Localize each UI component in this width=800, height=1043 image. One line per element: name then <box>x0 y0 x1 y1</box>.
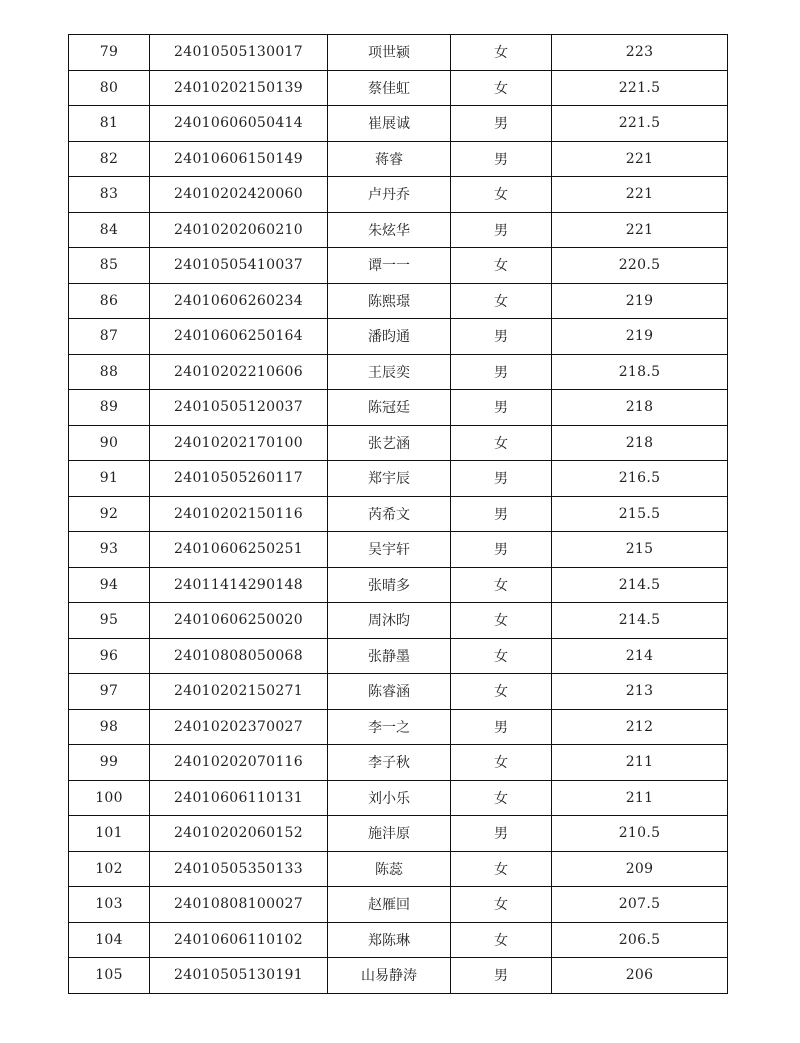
score: 221.5 <box>552 106 728 142</box>
row-number: 91 <box>69 461 150 497</box>
gender: 男 <box>451 141 552 177</box>
gender: 女 <box>451 887 552 923</box>
table-row <box>69 709 728 745</box>
student-name: 张静墨 <box>328 638 451 674</box>
score: 218.5 <box>552 354 728 390</box>
row-number: 99 <box>69 745 150 781</box>
candidate-id: 24010606110102 <box>150 922 328 958</box>
candidate-id: 24010202150271 <box>150 674 328 710</box>
row-number: 98 <box>69 709 150 745</box>
score: 214.5 <box>552 603 728 639</box>
row-number: 89 <box>69 390 150 426</box>
gender: 男 <box>451 958 552 994</box>
score: 211 <box>552 780 728 816</box>
table-row <box>69 461 728 497</box>
table-row <box>69 496 728 532</box>
candidate-id: 24010606250020 <box>150 603 328 639</box>
table-row <box>69 603 728 639</box>
candidate-id: 24010606250164 <box>150 319 328 355</box>
table-row <box>69 567 728 603</box>
candidate-id: 24010505120037 <box>150 390 328 426</box>
score: 210.5 <box>552 816 728 852</box>
student-name: 张艺涵 <box>328 425 451 461</box>
row-number: 80 <box>69 70 150 106</box>
candidate-id: 24010505350133 <box>150 851 328 887</box>
gender: 女 <box>451 922 552 958</box>
table-row <box>69 390 728 426</box>
table-row <box>69 638 728 674</box>
student-name: 施沣原 <box>328 816 451 852</box>
candidate-id: 24010505260117 <box>150 461 328 497</box>
score: 218 <box>552 425 728 461</box>
candidate-id: 24010808100027 <box>150 887 328 923</box>
candidate-id: 24010202060210 <box>150 212 328 248</box>
row-number: 94 <box>69 567 150 603</box>
candidate-id: 24010202060152 <box>150 816 328 852</box>
score: 219 <box>552 283 728 319</box>
gender: 男 <box>451 390 552 426</box>
row-number: 97 <box>69 674 150 710</box>
row-number: 105 <box>69 958 150 994</box>
student-name: 崔展诚 <box>328 106 451 142</box>
table-row <box>69 958 728 994</box>
student-name: 陈蕊 <box>328 851 451 887</box>
gender: 男 <box>451 212 552 248</box>
score: 221.5 <box>552 70 728 106</box>
student-name: 卢丹乔 <box>328 177 451 213</box>
row-number: 87 <box>69 319 150 355</box>
score: 212 <box>552 709 728 745</box>
row-number: 103 <box>69 887 150 923</box>
student-name: 蔡佳虹 <box>328 70 451 106</box>
score: 206 <box>552 958 728 994</box>
student-name: 赵雁回 <box>328 887 451 923</box>
student-name: 李子秋 <box>328 745 451 781</box>
score: 213 <box>552 674 728 710</box>
student-name: 芮希文 <box>328 496 451 532</box>
student-name: 吴宇轩 <box>328 532 451 568</box>
candidate-id: 24010606260234 <box>150 283 328 319</box>
score: 207.5 <box>552 887 728 923</box>
row-number: 90 <box>69 425 150 461</box>
student-name: 陈冠廷 <box>328 390 451 426</box>
candidate-id: 24010202150116 <box>150 496 328 532</box>
table-row <box>69 745 728 781</box>
gender: 女 <box>451 745 552 781</box>
score: 216.5 <box>552 461 728 497</box>
table-row <box>69 674 728 710</box>
gender: 女 <box>451 603 552 639</box>
score: 215.5 <box>552 496 728 532</box>
row-number: 100 <box>69 780 150 816</box>
table-body <box>69 35 728 994</box>
table-row <box>69 354 728 390</box>
candidate-id: 24010606050414 <box>150 106 328 142</box>
table-row <box>69 141 728 177</box>
candidate-id: 24010202150139 <box>150 70 328 106</box>
score: 214.5 <box>552 567 728 603</box>
score: 221 <box>552 141 728 177</box>
candidate-id: 24010606250251 <box>150 532 328 568</box>
row-number: 81 <box>69 106 150 142</box>
row-number: 101 <box>69 816 150 852</box>
table-row <box>69 106 728 142</box>
gender: 女 <box>451 248 552 284</box>
row-number: 88 <box>69 354 150 390</box>
candidate-id: 24010606110131 <box>150 780 328 816</box>
gender: 男 <box>451 709 552 745</box>
student-name: 周沐昀 <box>328 603 451 639</box>
row-number: 93 <box>69 532 150 568</box>
student-name: 郑陈琳 <box>328 922 451 958</box>
table-row <box>69 283 728 319</box>
candidate-id: 24010202170100 <box>150 425 328 461</box>
gender: 女 <box>451 70 552 106</box>
gender: 男 <box>451 319 552 355</box>
candidate-id: 24010505410037 <box>150 248 328 284</box>
student-name: 张晴多 <box>328 567 451 603</box>
student-name: 陈睿涵 <box>328 674 451 710</box>
row-number: 95 <box>69 603 150 639</box>
gender: 男 <box>451 816 552 852</box>
gender: 男 <box>451 461 552 497</box>
score: 220.5 <box>552 248 728 284</box>
row-number: 84 <box>69 212 150 248</box>
score: 221 <box>552 177 728 213</box>
candidate-id: 24010606150149 <box>150 141 328 177</box>
student-name: 朱炫华 <box>328 212 451 248</box>
candidate-id: 24010505130017 <box>150 35 328 71</box>
table-row <box>69 816 728 852</box>
student-name: 潘昀通 <box>328 319 451 355</box>
table-row <box>69 177 728 213</box>
row-number: 86 <box>69 283 150 319</box>
student-name: 王辰奕 <box>328 354 451 390</box>
score: 206.5 <box>552 922 728 958</box>
score-table <box>68 34 728 994</box>
gender: 男 <box>451 532 552 568</box>
table-row <box>69 851 728 887</box>
student-name: 陈熙璟 <box>328 283 451 319</box>
score: 219 <box>552 319 728 355</box>
candidate-id: 24010202370027 <box>150 709 328 745</box>
table-row <box>69 35 728 71</box>
candidate-id: 24010505130191 <box>150 958 328 994</box>
row-number: 92 <box>69 496 150 532</box>
gender: 女 <box>451 177 552 213</box>
row-number: 79 <box>69 35 150 71</box>
gender: 男 <box>451 106 552 142</box>
student-name: 谭一一 <box>328 248 451 284</box>
row-number: 104 <box>69 922 150 958</box>
score: 214 <box>552 638 728 674</box>
student-name: 项世颍 <box>328 35 451 71</box>
gender: 女 <box>451 780 552 816</box>
score: 211 <box>552 745 728 781</box>
score: 218 <box>552 390 728 426</box>
table-row <box>69 532 728 568</box>
score: 221 <box>552 212 728 248</box>
score: 215 <box>552 532 728 568</box>
gender: 女 <box>451 35 552 71</box>
table-row <box>69 248 728 284</box>
row-number: 85 <box>69 248 150 284</box>
gender: 女 <box>451 638 552 674</box>
gender: 男 <box>451 496 552 532</box>
table-row <box>69 887 728 923</box>
row-number: 83 <box>69 177 150 213</box>
score: 223 <box>552 35 728 71</box>
row-number: 102 <box>69 851 150 887</box>
candidate-id: 24010808050068 <box>150 638 328 674</box>
row-number: 96 <box>69 638 150 674</box>
student-name: 李一之 <box>328 709 451 745</box>
gender: 女 <box>451 425 552 461</box>
score: 209 <box>552 851 728 887</box>
gender: 女 <box>451 674 552 710</box>
gender: 女 <box>451 851 552 887</box>
table-row <box>69 212 728 248</box>
table-row <box>69 319 728 355</box>
row-number: 82 <box>69 141 150 177</box>
student-name: 蒋睿 <box>328 141 451 177</box>
candidate-id: 24010202070116 <box>150 745 328 781</box>
student-name: 刘小乐 <box>328 780 451 816</box>
candidate-id: 24010202210606 <box>150 354 328 390</box>
table-row <box>69 922 728 958</box>
table-row <box>69 780 728 816</box>
candidate-id: 24010202420060 <box>150 177 328 213</box>
student-name: 郑宇辰 <box>328 461 451 497</box>
gender: 女 <box>451 567 552 603</box>
gender: 女 <box>451 283 552 319</box>
candidate-id: 24011414290148 <box>150 567 328 603</box>
gender: 男 <box>451 354 552 390</box>
student-name: 山易静涛 <box>328 958 451 994</box>
table-row <box>69 425 728 461</box>
table-row <box>69 70 728 106</box>
